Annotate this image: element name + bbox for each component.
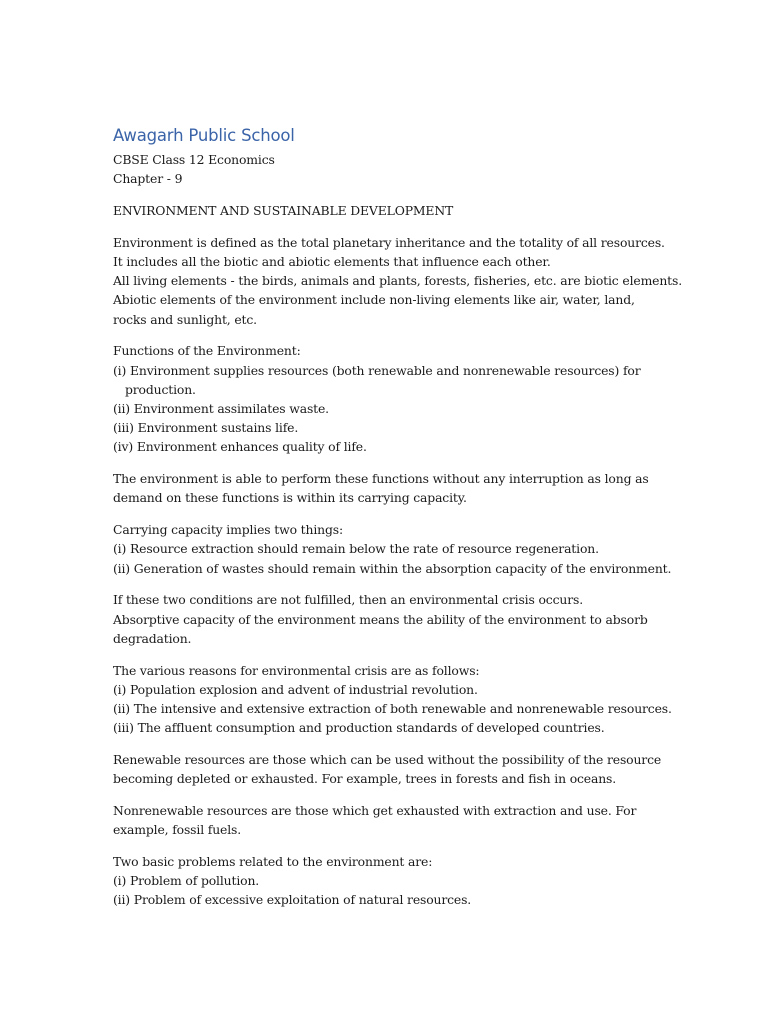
- document-page: [113, 124, 683, 922]
- list-item-continuation: production.: [125, 381, 196, 397]
- text-line: Absorptive capacity of the environment means the ability of the environment to absorb: [113, 611, 648, 627]
- text-line: The environment is able to perform these functions without any interruption as long as: [113, 471, 649, 487]
- class-line: CBSE Class 12 Economics: [113, 152, 275, 167]
- list-item: (ii) Problem of excessive exploitation of natural resources.: [113, 892, 472, 908]
- capacity-paragraph: [113, 469, 658, 507]
- text-line: Abiotic elements of the environment include non-living elements like air, water, land,: [113, 292, 635, 308]
- text-line: Renewable resources are those which can be used without the possibility of the resource: [113, 752, 662, 768]
- renewable-paragraph: [113, 750, 662, 788]
- text-line: If these two conditions are not fulfilled, then an environmental crisis occurs.: [113, 592, 583, 608]
- carrying-capacity-list: [113, 520, 672, 578]
- list-item: (iii) Environment sustains life.: [113, 420, 299, 436]
- functions-list: [113, 341, 658, 456]
- list-item: (iv) Environment enhances quality of life.: [113, 439, 367, 455]
- list-item: (i) Resource extraction should remain below the rate of resource regeneration.: [113, 541, 599, 557]
- reasons-list: [113, 661, 672, 738]
- text-line: All living elements - the birds, animals and plants, forests, fisheries, etc. are biotic elements.: [113, 273, 683, 289]
- list-title: Two basic problems related to the environment are:: [113, 854, 433, 870]
- list-title: Carrying capacity implies two things:: [113, 522, 343, 538]
- list-item: (i) Environment supplies resources (both renewable and nonrenewable resources) for: [113, 362, 641, 378]
- list-item: (ii) Environment assimilates waste.: [113, 401, 329, 417]
- text-line: It includes all the biotic and abiotic elements that influence each other.: [113, 254, 551, 269]
- text-line: becoming depleted or exhausted. For example, trees in forests and fish in oceans.: [113, 771, 617, 787]
- list-item: (iii) The affluent consumption and production standards of developed countries.: [113, 720, 605, 736]
- nonrenewable-paragraph: [113, 801, 658, 839]
- list-item: (i) Problem of pollution.: [113, 873, 260, 889]
- text-line: Environment is defined as the total planetary inheritance and the totality of all resources.: [113, 234, 665, 250]
- text-line: example, fossil fuels.: [113, 822, 242, 838]
- intro-paragraph: [113, 233, 683, 329]
- text-line: demand on these functions is within its carrying capacity.: [113, 490, 467, 506]
- chapter-heading: ENVIRONMENT AND SUSTAINABLE DEVELOPMENT: [113, 203, 454, 218]
- text-line: Nonrenewable resources are those which get exhausted with extraction and use. For: [113, 803, 637, 819]
- list-item: (ii) Generation of wastes should remain within the absorption capacity of the environment.: [113, 560, 672, 576]
- list-title: Functions of the Environment:: [113, 343, 301, 359]
- list-title: The various reasons for environmental crisis are as follows:: [113, 662, 480, 678]
- chapter-heading-block: [113, 201, 658, 220]
- list-item: (ii) The intensive and extensive extraction of both renewable and nonrenewable resources.: [113, 701, 672, 717]
- chapter-line: Chapter - 9: [113, 171, 183, 187]
- crisis-paragraph: [113, 590, 658, 648]
- header-block: [113, 150, 658, 188]
- problems-list: [113, 852, 658, 910]
- text-line: degradation.: [113, 630, 192, 646]
- school-title: Awagarh Public School: [113, 126, 295, 145]
- text-line: rocks and sunlight, etc.: [113, 311, 257, 327]
- list-item: (i) Population explosion and advent of industrial revolution.: [113, 681, 478, 697]
